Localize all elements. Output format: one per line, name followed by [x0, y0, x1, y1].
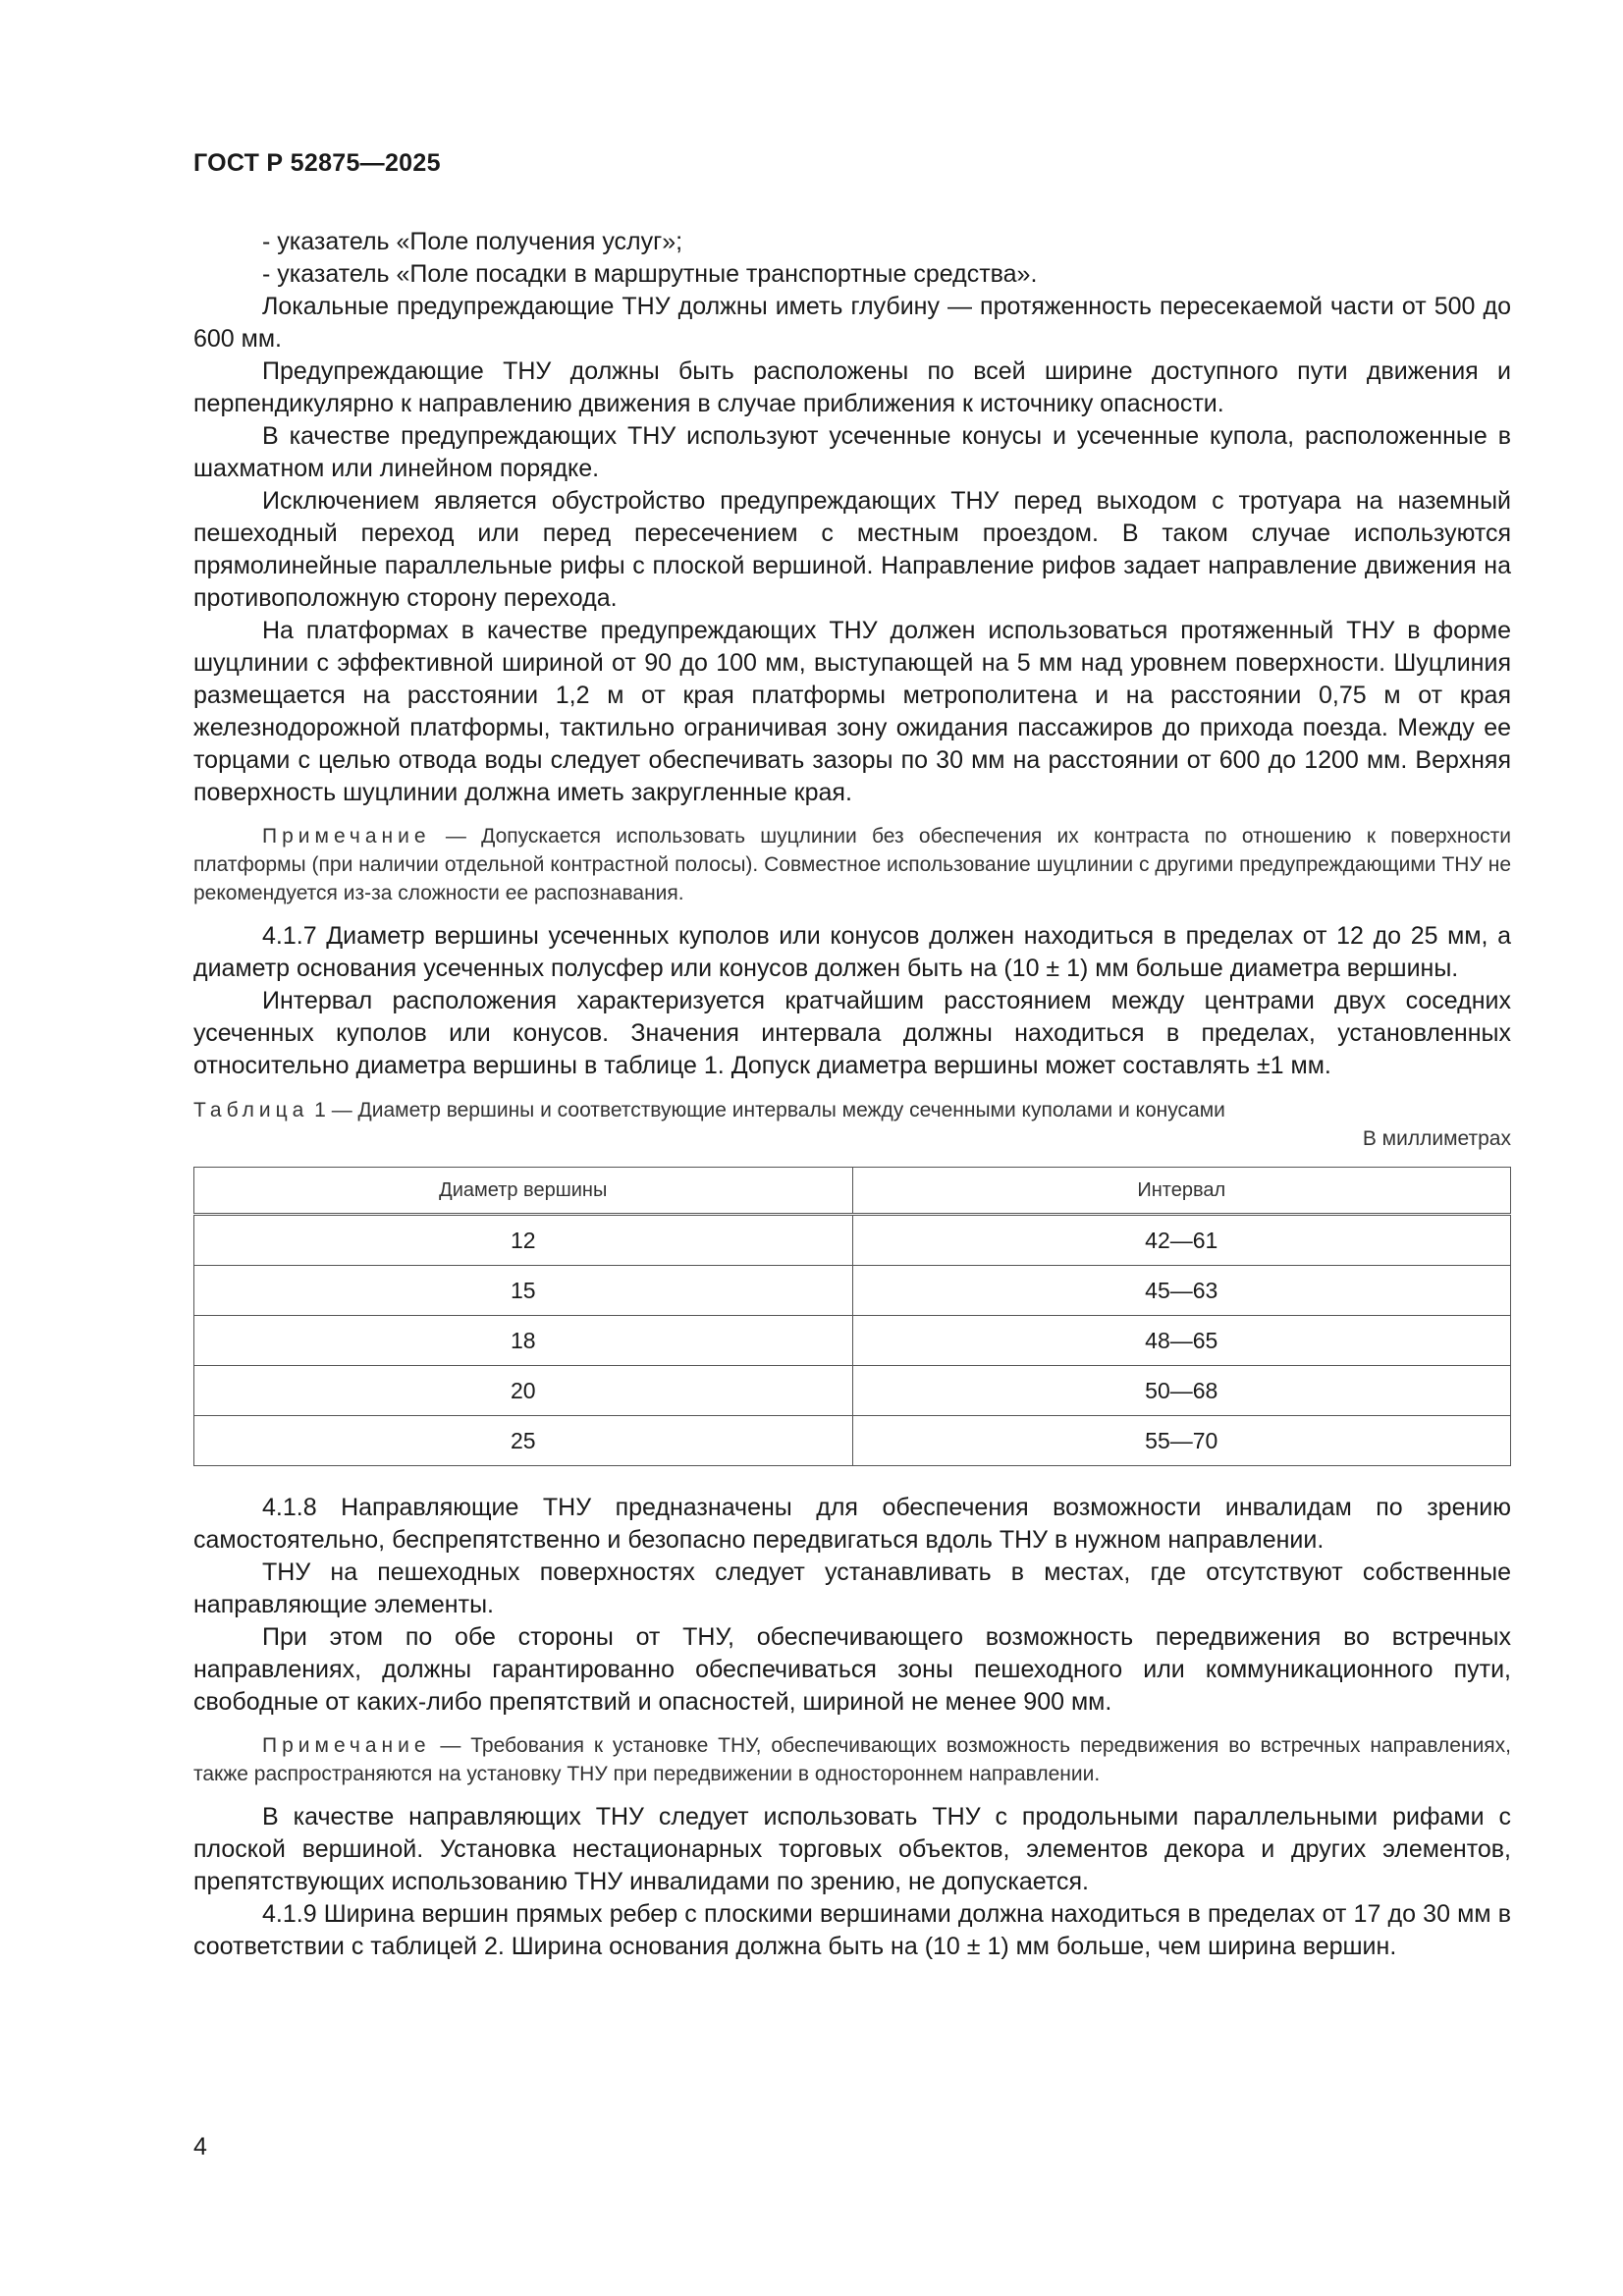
- column-header: Интервал: [852, 1168, 1511, 1215]
- paragraph: Локальные предупреждающие ТНУ должны иметь глубину — протяженность пересекаемой части от 500 до 600 мм.: [193, 293, 1511, 353]
- note-label: Примечание: [262, 825, 431, 847]
- table-cell: 12: [194, 1215, 853, 1266]
- paragraph: В качестве предупреждающих ТНУ используют усеченные конусы и усеченные купола, расположенные в шахматном или линейном порядке.: [193, 422, 1511, 482]
- table-row: [194, 1416, 1511, 1466]
- paragraph: 4.1.7 Диаметр вершины усеченных куполов или конусов должен находиться в пределах от 12 до 25 мм, а диаметр основания усеченных полусфер или конусов должен быть на (10 ± 1) мм больше диаметра вершины.: [193, 922, 1511, 982]
- table-units: В миллиметрах: [1362, 1127, 1511, 1150]
- table-cell: 25: [194, 1416, 853, 1466]
- page-number: 4: [193, 2133, 207, 2160]
- paragraph: При этом по обе стороны от ТНУ, обеспечивающего возможность передвижения во встречных направлениях, должны гарантированно обеспечиваться зоны пешеходного или коммуникационного пути, свободные от каких-либо препятствий и опасностей, шириной не менее 900 мм.: [193, 1623, 1511, 1716]
- table-header-row: [194, 1168, 1511, 1215]
- table-cell: 15: [194, 1266, 853, 1316]
- note: [193, 1731, 1511, 1788]
- note-text: — Допускается использовать шуцлинии без обеспечения их контраста по отношению к поверхности платформы (при наличии отдельной контрастной полосы). Совместное использование шуцлинии с другими предупреждающими ТНУ не рекомендуется из-за сложности ее распознавания.: [193, 825, 1511, 904]
- note: [193, 822, 1511, 907]
- list-item: - указатель «Поле получения услуг»;: [262, 228, 683, 255]
- column-header: Диаметр вершины: [194, 1168, 853, 1215]
- table-cell: 48—65: [852, 1316, 1511, 1366]
- list-item: - указатель «Поле посадки в маршрутные транспортные средства».: [262, 260, 1038, 288]
- table-cell: 45—63: [852, 1266, 1511, 1316]
- document-body: [193, 226, 1511, 1963]
- table-cell: 20: [194, 1366, 853, 1416]
- table-cell: 55—70: [852, 1416, 1511, 1466]
- table-row: [194, 1316, 1511, 1366]
- paragraph: На платформах в качестве предупреждающих ТНУ должен использоваться протяженный ТНУ в форме шуцлинии с эффективной шириной от 90 до 100 мм, выступающей на 5 мм над уровнем поверхности. Шуцлиния размещается на расстоянии 1,2 м от края платформы метрополитена и на расстоянии 0,75 м от края железнодорожной платформы, тактильно ограничивая зону ожидания пассажиров до прихода поезда. Между ее торцами с целью отвода воды следует обеспечивать зазоры по 30 мм на расстоянии от 600 до 1200 мм. Верхняя поверхность шуцлинии должна иметь закругленные края.: [193, 617, 1511, 806]
- paragraph: Интервал расположения характеризуется кратчайшим расстоянием между центрами двух соседних усеченных куполов или конусов. Значения интервала должны находиться в пределах, установленных относительно диаметра вершины в таблице 1. Допуск диаметра вершины может составлять ±1 мм.: [193, 987, 1511, 1079]
- paragraph: 4.1.8 Направляющие ТНУ предназначены для обеспечения возможности инвалидам по зрению самостоятельно, беспрепятственно и безопасно передвигаться вдоль ТНУ в нужном направлении.: [193, 1494, 1511, 1554]
- table-row: [194, 1266, 1511, 1316]
- standard-code-header: ГОСТ Р 52875—2025: [193, 149, 441, 177]
- paragraph: Предупреждающие ТНУ должны быть расположены по всей ширине доступного пути движения и перпендикулярно к направлению движения в случае приближения к источнику опасности.: [193, 357, 1511, 417]
- note-text: — Требования к установке ТНУ, обеспечивающих возможность передвижения во встречных направлениях, также распространяются на установку ТНУ при передвижении в одностороннем направлении.: [193, 1734, 1511, 1785]
- paragraph: Исключением является обустройство предупреждающих ТНУ перед выходом с тротуара на наземный пешеходный переход или перед пересечением с местным проездом. В таком случае используются прямолинейные параллельные рифы с плоской вершиной. Направление рифов задает направление движения на противоположную сторону перехода.: [193, 487, 1511, 612]
- table-1: [193, 1167, 1511, 1466]
- paragraph: В качестве направляющих ТНУ следует использовать ТНУ с продольными параллельными рифами с плоской вершиной. Установка нестационарных торговых объектов, элементов декора и других элементов, препятствующих использованию ТНУ инвалидами по зрению, не допускается.: [193, 1803, 1511, 1895]
- table-caption-label: Таблица: [193, 1099, 309, 1121]
- table-caption: [193, 1096, 1511, 1124]
- table-cell: 50—68: [852, 1366, 1511, 1416]
- table-row: [194, 1366, 1511, 1416]
- note-label: Примечание: [262, 1734, 431, 1757]
- paragraph: ТНУ на пешеходных поверхностях следует устанавливать в местах, где отсутствуют собственные направляющие элементы.: [193, 1558, 1511, 1618]
- table-caption-text: 1 — Диаметр вершины и соответствующие интервалы между сеченными куполами и конусами: [308, 1099, 1225, 1121]
- table-cell: 18: [194, 1316, 853, 1366]
- paragraph: 4.1.9 Ширина вершин прямых ребер с плоскими вершинами должна находиться в пределах от 17 до 30 мм в соответствии с таблицей 2. Ширина основания должна быть на (10 ± 1) мм больше, чем ширина вершин.: [193, 1900, 1511, 1960]
- table-row: [194, 1215, 1511, 1266]
- table-cell: 42—61: [852, 1215, 1511, 1266]
